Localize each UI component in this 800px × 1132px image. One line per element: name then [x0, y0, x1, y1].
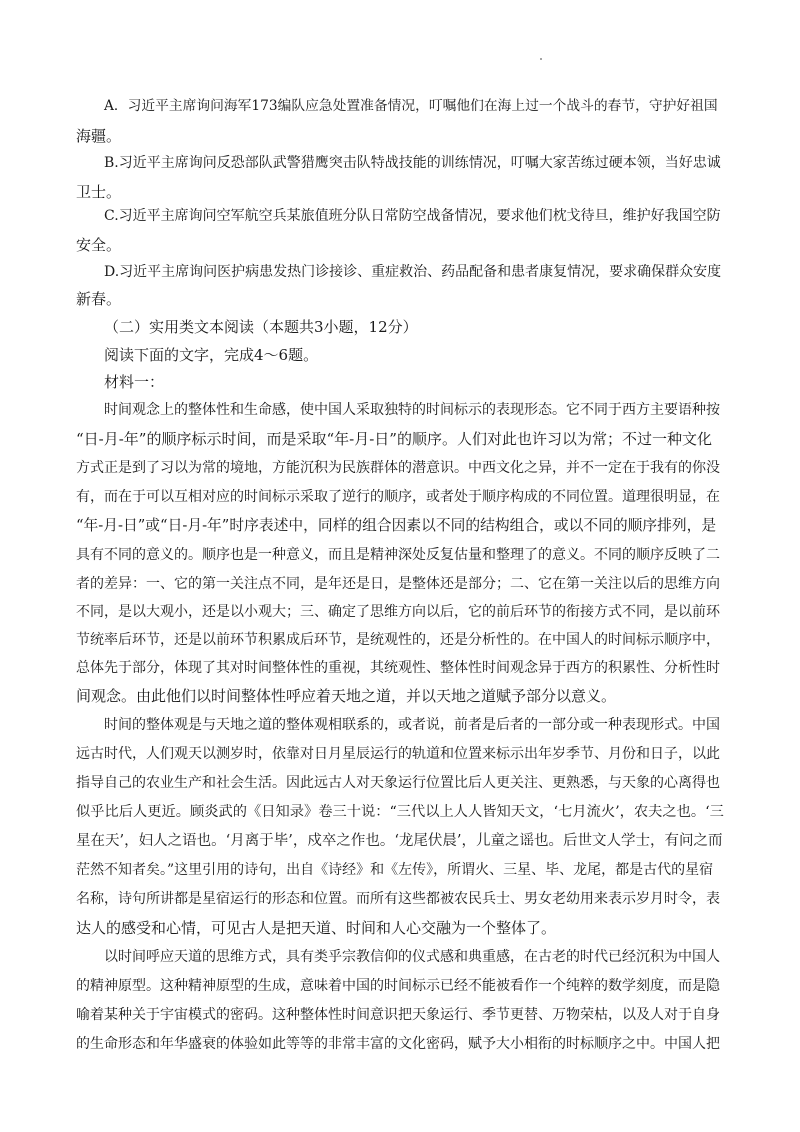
paragraph-1-line-7: 者的差异：一、它的第一关注点不同，是年还是日，是整体还是部分；二、它在第一关注以后的思维方向 [76, 576, 720, 592]
material-label: 材料一： [104, 373, 165, 391]
paragraph-1-line-10: 总体先于部分，体现了其对时间整体性的重视，其统观性、整体性时间观念异于西方的积累性、分析性时 [76, 660, 720, 676]
paragraph-2-line-4: 似乎比后人更近。顾炎武的《日知录》卷三十说：“三代以上人人皆知天文，‘七月流火’，农夫之也。‘三 [76, 804, 724, 820]
paragraph-1-line-4: 有，而在于可以互相对应的时间标示采取了逆行的顺序，或者处于顺序构成的不同位置。道理很明显，在 [76, 489, 720, 505]
paragraph-2-line-7: 名称，诗句所讲都是星宿运行的形态和位置。而所有这些都被农民兵士、男女老幼用来表示岁月时令，表 [76, 891, 720, 907]
option-b-line-2: 卫士。 [76, 183, 122, 201]
paragraph-1-line-6: 具有不同的意义的。顺序也是一种意义，而且是精神深处反复估量和整理了的意义。不同的顺序反映了二 [76, 547, 720, 563]
option-a-line-1: A．习近平主席询问海军173编队应急处置准备情况，叮嘱他们在海上过一个战斗的春节，守护好祖国 [104, 98, 718, 114]
paragraph-1-line-9: 节统率后环节，还是以前环节积累成后环节，是统观性的，还是分析性的。在中国人的时间标示顺序中， [76, 632, 720, 648]
paragraph-2-line-1: 时间的整体观是与天地之道的整体观相联系的，或者说，前者是后者的一部分或一种表现形式。中国 [104, 717, 720, 733]
scan-speck [540, 58, 542, 60]
paragraph-1-line-2: “日-月-年”的顺序标示时间，而是采取“年-月-日”的顺序。人们对此也许习以为常；不过一种文化 [76, 430, 712, 448]
paragraph-1-line-3: 方式正是到了习以为常的境地，方能沉积为民族群体的潜意识。中西文化之异，并不一定在于我有的你没 [76, 460, 720, 476]
paragraph-2-line-8: 达人的感受和心情，可见古人是把天道、时间和人心交融为一个整体了。 [76, 919, 557, 937]
paragraph-1-line-5: “年-月-日”或“日-月-年”时序表述中，同样的组合因素以不同的结构组合，或以不同的顺序排列，是 [76, 517, 717, 534]
option-a-line-2: 海疆。 [76, 127, 122, 145]
paragraph-2-line-3: 指导自己的农业生产和社会生活。因此远古人对天象运行位置比后人更关注、更熟悉，与天象的心离得也 [76, 775, 720, 791]
option-d-line-1: D.习近平主席询问医护病患发热门诊接诊、重症救治、药品配备和患者康复情况，要求确保群众安度 [104, 264, 722, 280]
option-c-line-2: 安全。 [76, 236, 122, 254]
option-b-line-1: B.习近平主席询问反恐部队武警猎鹰突击队特战技能的训练情况，叮嘱大家苦练过硬本领，当好忠诚 [104, 155, 721, 171]
paragraph-1-line-11: 间观念。由此他们以时间整体性呼应着天地之道，并以天地之道赋予部分以意义。 [76, 687, 617, 705]
reading-instruction: 阅读下面的文字，完成4～6题。 [104, 346, 319, 364]
paragraph-3-line-3: 喻着某种关于宇宙模式的密码。这种整体性时间意识把天象运行、季节更替、万物荣枯，以及人对于自身 [76, 1007, 720, 1023]
paragraph-2-line-5: 星在天’，妇人之语也。‘月离于毕’，戍卒之作也。‘龙尾伏晨’，儿童之谣也。后世文人学士，有问之而 [76, 833, 723, 849]
option-c-line-1: C.习近平主席询问空军航空兵某旅值班分队日常防空战备情况，要求他们枕戈待旦，维护好我国空防 [104, 208, 721, 224]
paragraph-2-line-2: 远古时代，人们观天以测岁时，依靠对日月星辰运行的轨道和位置来标示出年岁季节、月份和日子，以此 [76, 746, 720, 762]
paragraph-3-line-1: 以时间呼应天道的思维方式，具有类乎宗教信仰的仪式感和典重感，在古老的时代已经沉积为中国人 [104, 949, 720, 965]
option-d-line-2: 新春。 [76, 290, 122, 308]
paragraph-2-line-6: 茫然不知者矣。”这里引用的诗句，出自《诗经》和《左传》，所谓火、三星、毕、龙尾，都是古代的星宿 [76, 862, 714, 878]
paragraph-3-line-2: 的精神原型。这种精神原型的生成，意味着中国的时间标示已经不能被看作一个纯粹的数学刻度，而是隐 [76, 978, 720, 994]
section-heading: （二）实用类文本阅读（本题共3小题，12分） [104, 318, 418, 336]
paragraph-1-line-1: 时间观念上的整体性和生命感，使中国人采取独特的时间标示的表现形态。它不同于西方主要语种按 [104, 402, 720, 418]
paragraph-3-line-4: 的生命形态和年华盛衰的体验如此等等的非常丰富的文化密码，赋予大小相衔的时标顺序之中。中国人把 [76, 1036, 720, 1052]
paragraph-1-line-8: 不同，是以大观小，还是以小观大；三、确定了思维方向以后，它的前后环节的衔接方式不同，是以前环 [76, 604, 720, 620]
